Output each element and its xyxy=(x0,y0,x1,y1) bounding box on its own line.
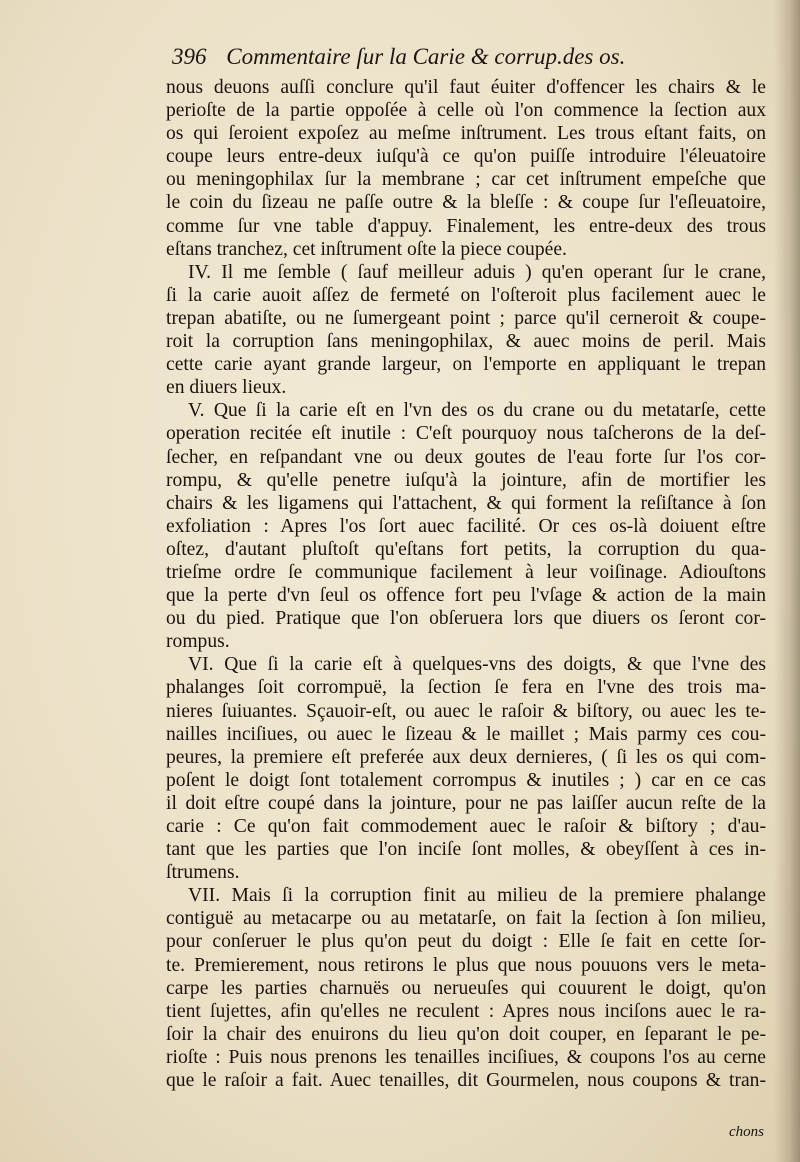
text-line: nailles inciſiues, ou auec le ſizeau & le maillet ; Mais parmy ces cou- xyxy=(166,723,766,745)
text-line: exfoliation : Apres l'os ſort auec facilité. Or ces os-là doiuent eſtre xyxy=(166,515,766,537)
text-line: VII. Mais ſi la corruption finit au milieu de la premiere phalange xyxy=(188,885,766,907)
text-line: oſtez, d'autant pluſtoſt qu'eſtans fort petits, la corruption du qua- xyxy=(166,538,766,560)
text-line: rioſte : Puis nous prenons les tenailles inciſiues, & coupons l'os au cerne xyxy=(166,1046,766,1068)
text-line: que la perte d'vn ſeul os offence fort peu l'vſage & action de la main xyxy=(166,585,766,607)
text-line: ou du pied. Pratique que l'on obſeruera lors que diuers os ſeront cor- xyxy=(166,608,766,630)
running-header xyxy=(172,44,760,70)
text-line: ſtrumens. xyxy=(166,862,240,884)
text-line: le coin du ſizeau ne paſſe outre & la bleſſe : & coupe ſur l'eſleuatoire, xyxy=(166,192,766,214)
text-line: rompu, & qu'elle penetre iuſqu'à la jointure, afin de mortifier les xyxy=(166,469,766,491)
text-line: operation recitée eſt inutile : C'eſt pourquoy nous taſcherons de la deſ- xyxy=(166,423,766,445)
text-line: en diuers lieux. xyxy=(166,377,287,399)
text-line: tant que les parties que l'on inciſe ſont molles, & obeyſſent à ces in- xyxy=(166,839,766,861)
text-line: IV. Il me ſemble ( ſauf meilleur aduis ) qu'en operant ſur le crane, xyxy=(188,261,766,283)
page-number: 396 xyxy=(172,44,207,69)
text-line: chairs & les ligamens qui l'attachent, & qui forment la reſiſtance à ſon xyxy=(166,492,766,514)
text-line: comme ſur vne table d'appuy. Finalement, les entre-deux des trous xyxy=(166,215,766,237)
text-line: perioſte de la partie oppoſée à celle où l'on commence la ſection aux xyxy=(166,100,766,122)
text-line: poſent le doigt ſont totalement corrompus & inutiles ; ) car en ce cas xyxy=(166,769,766,791)
text-line: te. Premierement, nous retirons le plus que nous pouuons vers le meta- xyxy=(166,954,766,976)
text-line: trieſme ordre ſe communique facilement à leur voiſinage. Adiouſtons xyxy=(166,561,766,583)
text-line: peures, la premiere eſt preferée aux deux dernieres, ( ſi les os qui com- xyxy=(166,746,766,768)
text-line: V. Que ſi la carie eſt en l'vn des os du crane ou du metatarſe, cette xyxy=(188,400,766,422)
text-line: phalanges ſoit corrompuë, la ſection ſe fera en l'vne des trois ma- xyxy=(166,677,766,699)
text-line: il doit eſtre coupé dans la jointure, pour ne pas laiſſer aucun reſte de la xyxy=(166,792,766,814)
text-line: rompus. xyxy=(166,631,230,653)
text-line: trepan abatiſte, ou ne ſumergeant point ; parce qu'il cerneroit & coupe- xyxy=(166,307,766,329)
text-line: eſtans tranchez, cet inſtrument oſte la piece coupée. xyxy=(166,238,567,260)
text-line: ou meningophilax ſur la membrane ; car cet inſtrument empeſche que xyxy=(166,169,766,191)
text-line: que le raſoir a fait. Auec tenailles, dit Gourmelen, nous coupons & tran- xyxy=(166,1070,766,1092)
text-line: nieres ſuiuantes. Sçauoir-eſt, ou auec le raſoir & biſtory, ou auec les te- xyxy=(166,700,766,722)
text-line: pour conſeruer le plus qu'on peut du doigt : Elle ſe fait en cette ſor- xyxy=(166,931,766,953)
text-line: contiguë au metacarpe ou au metatarſe, on fait la ſection à ſon milieu, xyxy=(166,908,766,930)
text-line: carpe les parties charnuës ou nerueuſes qui couurent le doigt, qu'on xyxy=(166,977,766,999)
running-title: Commentaire ſur la Carie & corrup.des os. xyxy=(226,44,626,69)
text-line: ſecher, en reſpandant vne ou deux goutes de l'eau forte ſur l'os cor- xyxy=(166,446,766,468)
page-gutter-shadow xyxy=(774,0,800,1162)
text-line: cette carie ayant grande largeur, on l'emporte en appliquant le trepan xyxy=(166,354,766,376)
text-line: nous deuons auſſi conclure qu'il faut éuiter d'offencer les chairs & le xyxy=(166,77,766,98)
text-line: carie : Ce qu'on fait commodement auec le raſoir & biſtory ; d'au- xyxy=(166,816,766,837)
text-line: ſoir la chair des enuirons du lieu qu'on doit couper, en ſeparant le pe- xyxy=(166,1023,766,1045)
text-line: coupe leurs entre-deux iuſqu'à ce qu'on puiſſe introduire l'éleuatoire xyxy=(166,146,766,168)
text-line: ſi la carie auoit aſſez de fermeté on l'oſteroit plus facilement auec le xyxy=(166,284,766,306)
catchword: chons xyxy=(729,1124,764,1140)
text-line: roit la corruption ſans meningophilax, & auec moins de peril. Mais xyxy=(166,331,766,353)
body-text xyxy=(166,76,766,1092)
text-line: os qui ſeroient expoſez au meſme inſtrument. Les trous eſtant faits, on xyxy=(166,123,766,145)
text-line: tient ſujettes, afin qu'elles ne reculent : Apres nous inciſons auec le ra- xyxy=(166,1000,766,1022)
text-line: VI. Que ſi la carie eſt à quelques-vns des doigts, & que l'vne des xyxy=(188,654,766,676)
